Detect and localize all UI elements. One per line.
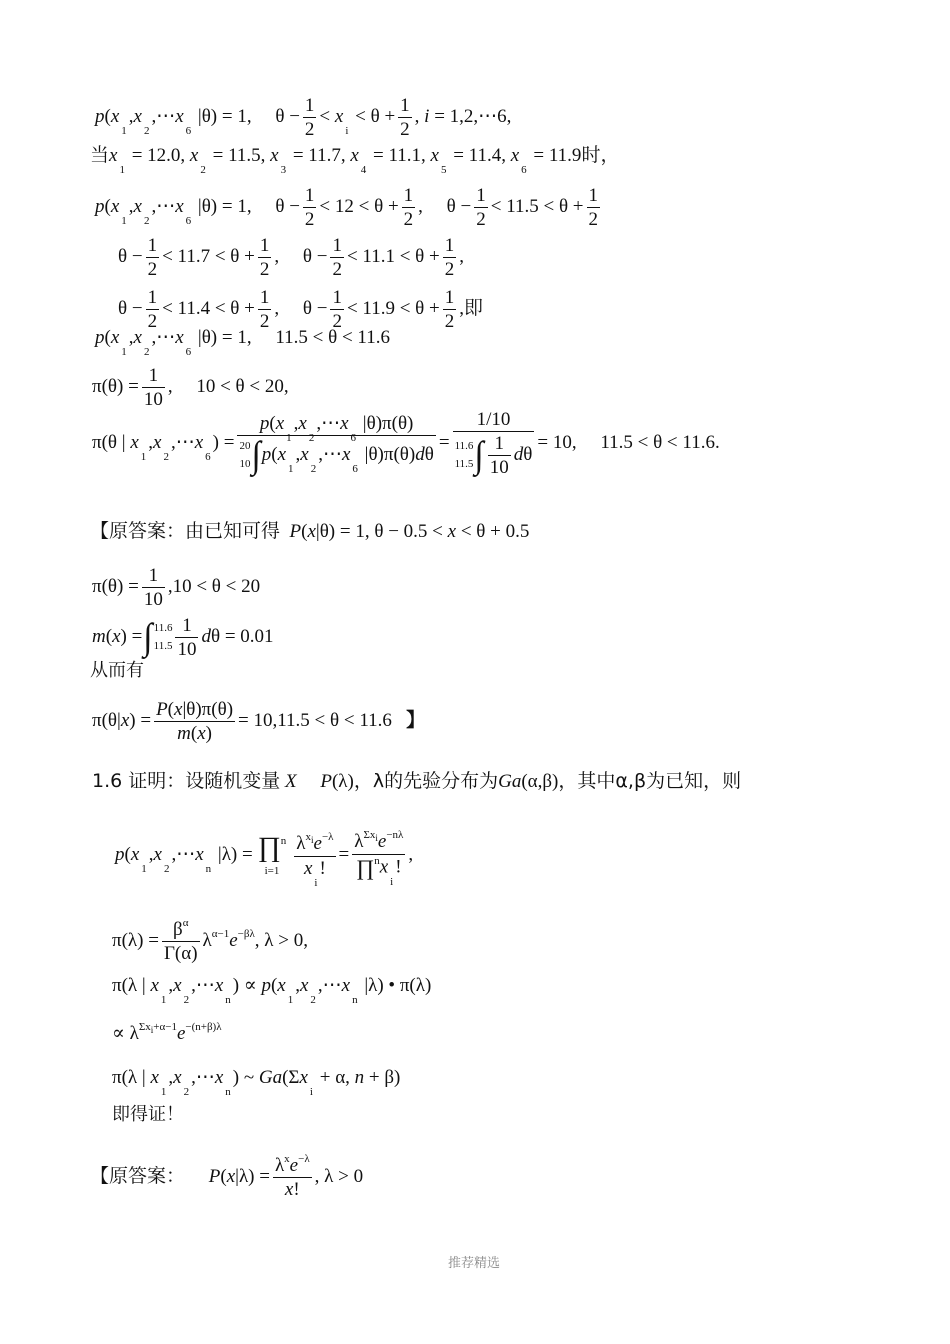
orig-answer-label: 【原答案：由已知可得 bbox=[90, 520, 281, 542]
eq-line-6: $p(x_1,x_2,\cdots x_6$ |θ) = 1, 11.5 < θ < 11.6 bbox=[95, 327, 390, 358]
close-bracket: 】 bbox=[406, 708, 426, 731]
orig-answer-2: π(θ) = $\frac{1}{10}$ ,10 < θ < 20 bbox=[92, 565, 261, 610]
s16-label: 1.6 证明：设随机变量 bbox=[92, 770, 281, 792]
eq-line-7: π(θ) = $\frac{1}{10}$ , 10 < θ < 20, bbox=[92, 365, 289, 410]
eq-posterior-ga: π(λ | $x_1,x_2,\cdots x_n$) ~ $Ga(\Sigma x_i + \alpha$, n + β) bbox=[112, 1067, 401, 1098]
proof-done: 即得证！ bbox=[112, 1104, 184, 1125]
orig-answer6-label: 【原答案： bbox=[90, 1164, 186, 1187]
orig-answer-6: 【原答案： P(x|λ) = $\frac{\lambda^xe^{-\lambda}}{x!}$ , λ > 0 bbox=[90, 1153, 364, 1200]
eq-line-5: θ − $\frac{1}{2}$ < 11.4 < θ + $\frac{1}{2}$ , θ − $\frac{1}{2}$ < 11.9 < θ + $\frac{1}{2}$ ,即 bbox=[118, 287, 484, 332]
s16-mid: ，λ的先验分布为 bbox=[353, 770, 499, 792]
eq-line-8: π(θ | $x_1,x_2,\cdots x_6$) = $p(x_1,x_2,\cdots x_6$ |θ)π(θ) 20 $10\int p(x_1,x_2,\cdots x_6$ |θ)π(θ)dθ = 1/10 11.6 11.5∫ $\frac{1}{10}$ dθ = 10, 11.5 < θ < 11.6. bbox=[92, 409, 720, 478]
eq-gamma-prior: π(λ) = $\frac{\beta^\alpha}{\Gamma(\alpha)}$ $\lambda^{\alpha-1}e^{-\beta\lambda}$, λ > 0, bbox=[112, 917, 308, 964]
time-label: 时， bbox=[581, 144, 620, 166]
namely-label: 即 bbox=[464, 296, 484, 319]
when-label: 当 bbox=[90, 144, 110, 166]
eq-line-4: θ − $\frac{1}{2}$ < 11.7 < θ + $\frac{1}{2}$ , θ − $\frac{1}{2}$ < 11.1 < θ + $\frac{1}{2}$ , bbox=[118, 235, 464, 280]
orig-answer-hence: 从而有 bbox=[90, 660, 144, 681]
eq-posterior-kernel: ∝ $\lambda^{\Sigma x_i+\alpha-1}e^{-(n+\beta)\lambda}$ bbox=[112, 1021, 222, 1044]
eq-poisson-likelihood: $p(x_1,x_2,\cdots x_n$ |λ) = ∏$^n$ i=1 $\frac{\lambda^{x_i}e^{-\lambda}}{x_i!}$ = $\frac{\lambda^{\Sigma x_i}e^{-n\lambda}}{\prod^nx_i!}$ , bbox=[115, 829, 414, 889]
eq-line-2: 当$x_1 = 12.0$, $x_2 = 11.5$, $x_3 = 11.7$, $x_4 = 11.1$, $x_5 = 11.4$, $x_6 = 11.9$时， bbox=[90, 144, 620, 176]
page-footer: 推荐精选 bbox=[448, 1256, 501, 1271]
orig-answer-5: π(θ|x) = $\frac{P(x|\theta)\pi(\theta)}{m(x)}$ = 10,11.5 < θ < 11.6 】 bbox=[92, 699, 426, 744]
eq-line-3: $p(x_1,x_2,\cdots x_6$ |θ) = 1, θ − $\frac{1}{2}$ < 12 < θ + $\frac{1}{2}$ , θ − $\frac{1}{2}$ < 11.5 < θ + $\frac{1}{2}$ bbox=[95, 185, 599, 230]
orig-answer-1: 【原答案：由已知可得 P(x|θ) = 1, θ − 0.5 < x < θ + 0.5 bbox=[90, 520, 530, 542]
s16-tail: ，其中α,β为已知，则 bbox=[558, 770, 742, 792]
orig-answer-3: m(x) =∫11.6 11.5 $\frac{1}{10}$ dθ = 0.01 bbox=[92, 615, 274, 660]
eq-line-1: $p(x_1,x_2,\cdots x_6$ |θ) = 1, θ − $\frac{1}{2}$ < $x_i < \theta$ + $\frac{1}{2}$ , i = 1,2,⋯6, bbox=[95, 95, 512, 140]
eq-posterior-prop: π(λ | $x_1,x_2,\cdots x_n$) ∝ $p(x_1,x_2,\cdots x_n$ |λ) • π(λ) bbox=[112, 975, 432, 1006]
section-1-6: 1.6 证明：设随机变量 X P(λ)，λ的先验分布为Ga(α,β)，其中α,β为已知，则 bbox=[92, 770, 742, 792]
